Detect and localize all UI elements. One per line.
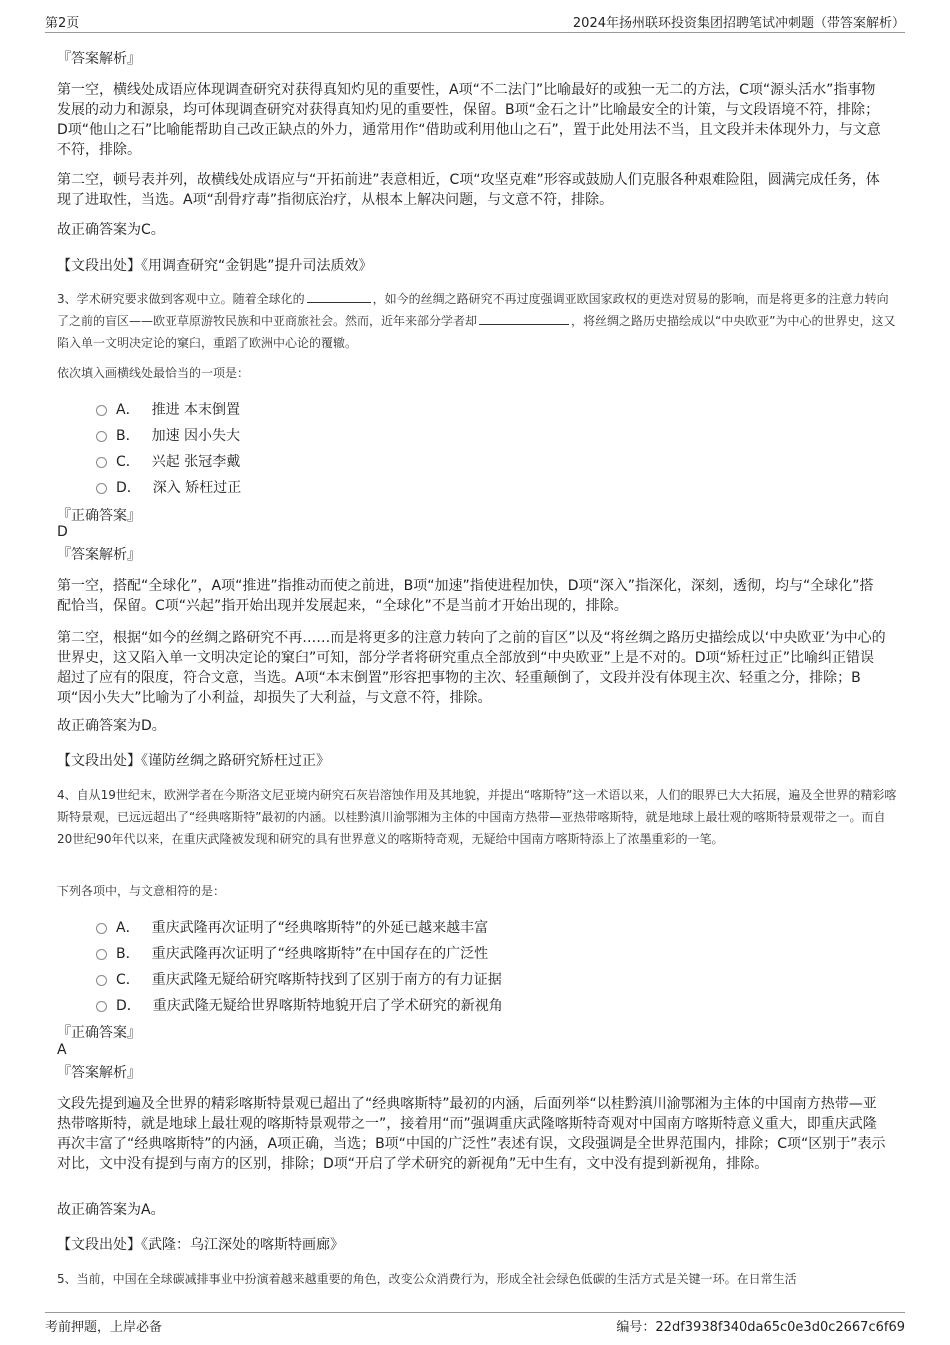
footer-slogan: 考前押题，上岸必备 [45, 1320, 163, 1335]
question-stem: 3、学术研究要求做到客观中立。随着全球化的 ，如今的丝绸之路研究不再过度强调亚欧国家政权的更迭对贸易的影响，而是将更多的注意力转向了之前的盲区——欧亚草原游牧民族和中亚商旅社会。然而，近年来部分学者却 ，将丝绸之路历史描绘成以“中央欧亚”为中心的世界史，这又陷入单一文明决定论的窠臼，重蹈了欧洲中心论的覆辙。 [57, 292, 896, 350]
page-footer [45, 1312, 905, 1335]
correct-answer-label: 『正确答案』 [57, 508, 141, 524]
question-stem: 4、自从19世纪末，欧洲学者在今斯洛文尼亚境内研究石灰岩溶蚀作用及其地貌，并提出“喀斯特”这一术语以来，人们的眼界已大大拓展，遍及全世界的精彩喀斯特景观，已远远超出了“经典喀斯特”最初的内涵。以桂黔滇川渝鄂湘为主体的中国南方热带—亚热带喀斯特，就是地球上最壮观的喀斯特景观带之一。而自20世纪90年代以来，在重庆武隆被发现和研究的具有世界意义的喀斯特奇观，无疑给中国南方喀斯特添上了浓墨重彩的一笔。 [57, 788, 897, 846]
conclusion: 故正确答案为D。 [57, 718, 166, 734]
option-d[interactable]: D． 深入 矫枉过正 [96, 477, 241, 497]
option-c[interactable]: C． 重庆武隆无疑给研究喀斯特找到了区别于南方的有力证据 [96, 969, 502, 989]
analysis-paragraph: 第一空，横线处成语应体现调查研究对获得真知灼见的重要性，A项“不二法门”比喻最好的或独一无二的方法，C项“源头活水”指事物发展的动力和源泉，均可体现调查研究对获得真知灼见的重要性，保留。B项“金石之计”比喻最安全的计策，与文段语境不符，排除；D项“他山之石”比喻能帮助自己改正缺点的外力，通常用作“借助或利用他山之石”，置于此处用法不当，且文段并未体现外力，与文意不符，排除。 [57, 82, 881, 158]
option-d[interactable]: D． 重庆武隆无疑给世界喀斯特地貌开启了学术研究的新视角 [96, 995, 503, 1015]
source-citation: 【文段出处】《武隆：乌江深处的喀斯特画廊》 [57, 1237, 344, 1253]
option-b[interactable]: B． 重庆武隆再次证明了“经典喀斯特”在中国存在的广泛性 [96, 943, 488, 963]
option-c[interactable]: C． 兴起 张冠李戴 [96, 451, 240, 471]
correct-answer: A [57, 1042, 67, 1058]
option-a[interactable]: A． 推进 本末倒置 [96, 399, 240, 419]
analysis-label: 『答案解析』 [57, 547, 141, 563]
radio-icon[interactable] [96, 923, 107, 934]
radio-icon[interactable] [96, 1001, 107, 1012]
fill-blank [307, 290, 371, 303]
radio-icon[interactable] [96, 431, 107, 442]
correct-answer: D [57, 524, 68, 540]
source-citation: 【文段出处】《谨防丝绸之路研究矫枉过正》 [57, 753, 330, 769]
analysis-paragraph: 第二空，根据“如今的丝绸之路研究不再……而是将更多的注意力转向了之前的盲区”以及“将丝绸之路历史描绘成以‘中央欧亚’为中心的世界史，这又陷入单一文明决定论的窠臼”可知，部分学者将研究重点全部放到“中央欧亚”上是不对的。D项“矫枉过正”比喻纠正错误超过了应有的限度，符合文意，当选。A项“本末倒置”形容把事物的主次、轻重颠倒了，文段并没有体现主次、轻重之分，排除；B项“因小失大”比喻为了小利益，却损失了大利益，与文意不符，排除。 [57, 630, 886, 706]
document-title: 2024年扬州联环投资集团招聘笔试冲刺题（带答案解析） [572, 16, 905, 31]
conclusion: 故正确答案为C。 [57, 222, 165, 238]
analysis-paragraph: 文段先提到遍及全世界的精彩喀斯特景观已超出了“经典喀斯特”最初的内涵，后面列举“以桂黔滇川渝鄂湘为主体的中国南方热带—亚热带喀斯特，就是地球上最壮观的喀斯特景观带之一”，接着用“而”强调重庆武隆喀斯特奇观对中国南方喀斯特意义重大，即重庆武隆再次丰富了“经典喀斯特”的内涵，A项正确，当选；B项“中国的广泛性”表述有误，文段强调是全世界范围内，排除；C项“区别于”表示对比，文中没有提到与南方的区别，排除；D项“开启了学术研究的新视角”无中生有，文中没有提到新视角，排除。 [57, 1096, 886, 1172]
radio-icon[interactable] [96, 457, 107, 468]
fill-blank [479, 312, 569, 325]
source-citation: 【文段出处】《用调查研究“金钥匙”提升司法质效》 [57, 258, 373, 274]
page-number: 第2页 [45, 16, 80, 31]
option-a[interactable]: A． 重庆武隆再次证明了“经典喀斯特”的外延已越来越丰富 [96, 917, 488, 937]
document-code: 编号：22df3938f340da65c0e3d0c2667c6f69 [616, 1320, 905, 1335]
radio-icon[interactable] [96, 975, 107, 986]
radio-icon[interactable] [96, 405, 107, 416]
question-prompt: 下列各项中，与文意相符的是： [57, 884, 226, 898]
page-header [45, 10, 905, 33]
analysis-paragraph: 第二空，顿号表并列，故横线处成语应与“开拓前进”表意相近，C项“攻坚克难”形容或鼓励人们克服各种艰难险阻，圆满完成任务，体现了进取性，当选。A项“刮骨疗毒”指彻底治疗，从根本上解决问题，与文意不符，排除。 [57, 172, 880, 208]
analysis-label: 『答案解析』 [57, 51, 141, 67]
question-stem: 5、当前，中国在全球碳减排事业中扮演着越来越重要的角色，改变公众消费行为，形成全社会绿色低碳的生活方式是关键一环。在日常生活 [57, 1272, 797, 1286]
question-prompt: 依次填入画横线处最恰当的一项是： [57, 366, 250, 380]
radio-icon[interactable] [96, 949, 107, 960]
option-b[interactable]: B． 加速 因小失大 [96, 425, 240, 445]
correct-answer-label: 『正确答案』 [57, 1025, 141, 1041]
radio-icon[interactable] [96, 483, 107, 494]
analysis-label: 『答案解析』 [57, 1065, 141, 1081]
conclusion: 故正确答案为A。 [57, 1202, 165, 1218]
analysis-paragraph: 第一空，搭配“全球化”，A项“推进”指推动而使之前进，B项“加速”指使进程加快，D项“深入”指深化，深刻，透彻，均与“全球化”搭配恰当，保留。C项“兴起”指开始出现并发展起来，“全球化”不是当前才开始出现的，排除。 [57, 578, 874, 614]
